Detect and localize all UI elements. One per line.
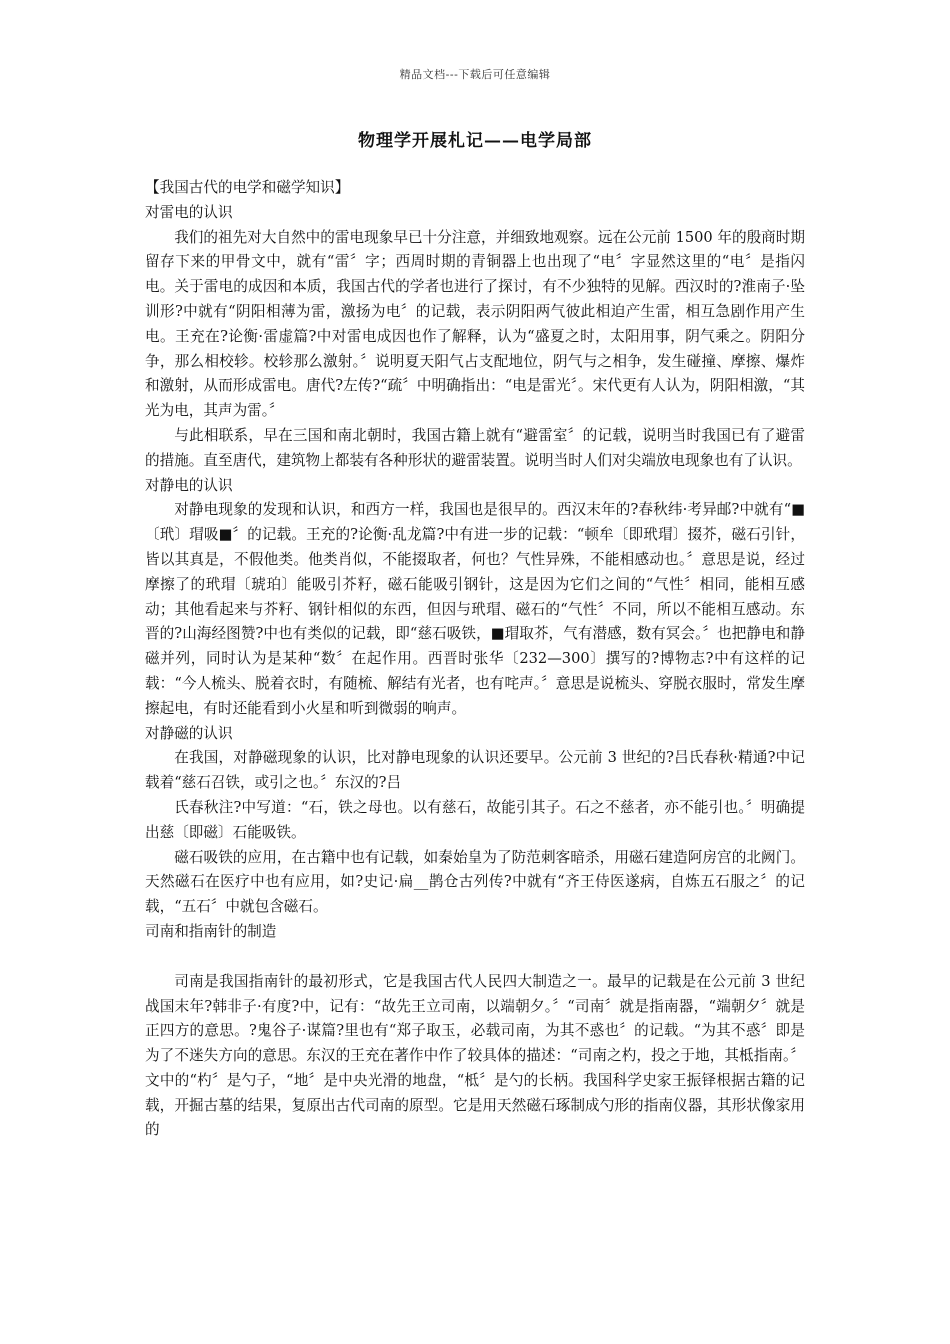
paragraph: 我们的祖先对大自然中的雷电现象早已十分注意，并细致地观察。远在公元前 1500 年的殷商时期留存下来的甲骨文中，就有“雷〞字；西周时期的青铜器上也出现了“电〞字显然这里的“电〞是指闪电。关于雷电的成因和本质，我国古代的学者也进行了探讨，有不少独特的见解。西汉时的?淮南子·坠训形?中就有“阴阳相薄为雷，激扬为电〞的记载，表示阴阳两气彼此相迫产生雷，相互急剧作用产生电。王充在?论衡·雷虚篇?中对雷电成因也作了解释，认为“盛夏之时，太阳用事，阴气乘之。阴阳分争，那么相校轸。校轸那么激射。〞说明夏天阳气占支配地位，阴气与之相争，发生碰撞、摩擦、爆炸和激射，从而形成雷电。唐代?左传?“疏〞中明确指出：“电是雷光〞。宋代更有人认为，阴阳相激，“其光为电，其声为雷。〞 (145, 228, 805, 420)
subsection-heading: 对雷电的认识 (145, 203, 233, 221)
subsection-heading: 对静磁的认识 (145, 724, 233, 742)
paragraph: 在我国，对静磁现象的认识，比对静电现象的认识还要早。公元前 3 世纪的?吕氏春秋·精通?中记载着“慈石召铁，或引之也。〞东汉的?吕 (145, 749, 805, 792)
section-heading: 【我国古代的电学和磁学知识】 (145, 179, 350, 196)
paragraph: 与此相联系，早在三国和南北朝时，我国古籍上就有“避雷室〞的记载，说明当时我国已有了避雷的措施。直至唐代，建筑物上都装有各种形状的避雷装置。说明当时人们对尖端放电现象也有了认识。 (145, 426, 805, 469)
page-header-note: 精品文档---下载后可任意编辑 (399, 68, 551, 81)
subsection-heading: 司南和指南针的制造 (145, 922, 277, 940)
paragraph: 对静电现象的发现和认识，和西方一样，我国也是很早的。西汉末年的?春秋纬·考异邮?中就有“■〔玳〕瑁吸■〞的记载。王充的?论衡·乱龙篇?中有进一步的记载：“顿牟〔即玳瑁〕掇芥，磁石引针，皆以其真是，不假他类。他类肖似，不能掇取者，何也？气性异殊，不能相感动也。〞意思是说，经过摩擦了的玳瑁〔琥珀〕能吸引芥籽，磁石能吸引钢针，这是因为它们之间的“气性〞相同，能相互感动；其他看起来与芥籽、钢针相似的东西，但因与玳瑁、磁石的“气性〞不同，所以不能相互感动。东晋的?山海经图赞?中也有类似的记载，即“慈石吸铁，■瑁取芥，气有潜感，数有冥会。〞也把静电和静磁并列，同时认为是某种“数〞在起作用。西晋时张华〔232—300〕撰写的?博物志?中有这样的记载：“今人梳头、脱着衣时，有随梳、解结有光者，也有咤声。〞意思是说梳头、穿脱衣服时，常发生摩擦起电，有时还能看到小火星和听到微弱的响声。 (145, 501, 805, 717)
subsection-heading: 对静电的认识 (145, 476, 233, 494)
document-title: 物理学开展札记——电学局部 (358, 131, 592, 151)
paragraph: 司南是我国指南针的最初形式，它是我国古代人民四大制造之一。最早的记载是在公元前 3 世纪战国末年?韩非子·有度?中，记有：“故先王立司南，以端朝夕。〞“司南〞就是指南器，“端朝夕〞就是正四方的意思。?鬼谷子·谋篇?里也有“郑子取玉，必载司南，为其不惑也〞的记载。“为其不惑〞即是为了不迷失方向的意思。东汉的王充在著作中作了较具体的描述：“司南之杓，投之于地，其柢指南。〞文中的“杓〞是勺子，“地〞是中央光滑的地盘，“柢〞是勺的长柄。我国科学史家王振铎根据古籍的记载，开掘古墓的结果，复原出古代司南的原型。它是用天然磁石琢制成勺形的指南仪器，其形状像家用的 (145, 972, 805, 1139)
document-body (145, 176, 805, 1143)
paragraph: 磁石吸铁的应用，在古籍中也有记载，如秦始皇为了防范刺客暗杀，用磁石建造阿房宫的北阙门。天然磁石在医疗中也有应用，如?史记·扁__鹊仓古列传?中就有“齐王侍医遂病，自炼五石服之〞的记载，“五石〞中就包含磁石。 (145, 848, 805, 916)
paragraph: 氏春秋注?中写道：“石，铁之母也。以有慈石，故能引其子。石之不慈者，亦不能引也。〞明确提出慈〔即磁〕石能吸铁。 (145, 798, 805, 841)
